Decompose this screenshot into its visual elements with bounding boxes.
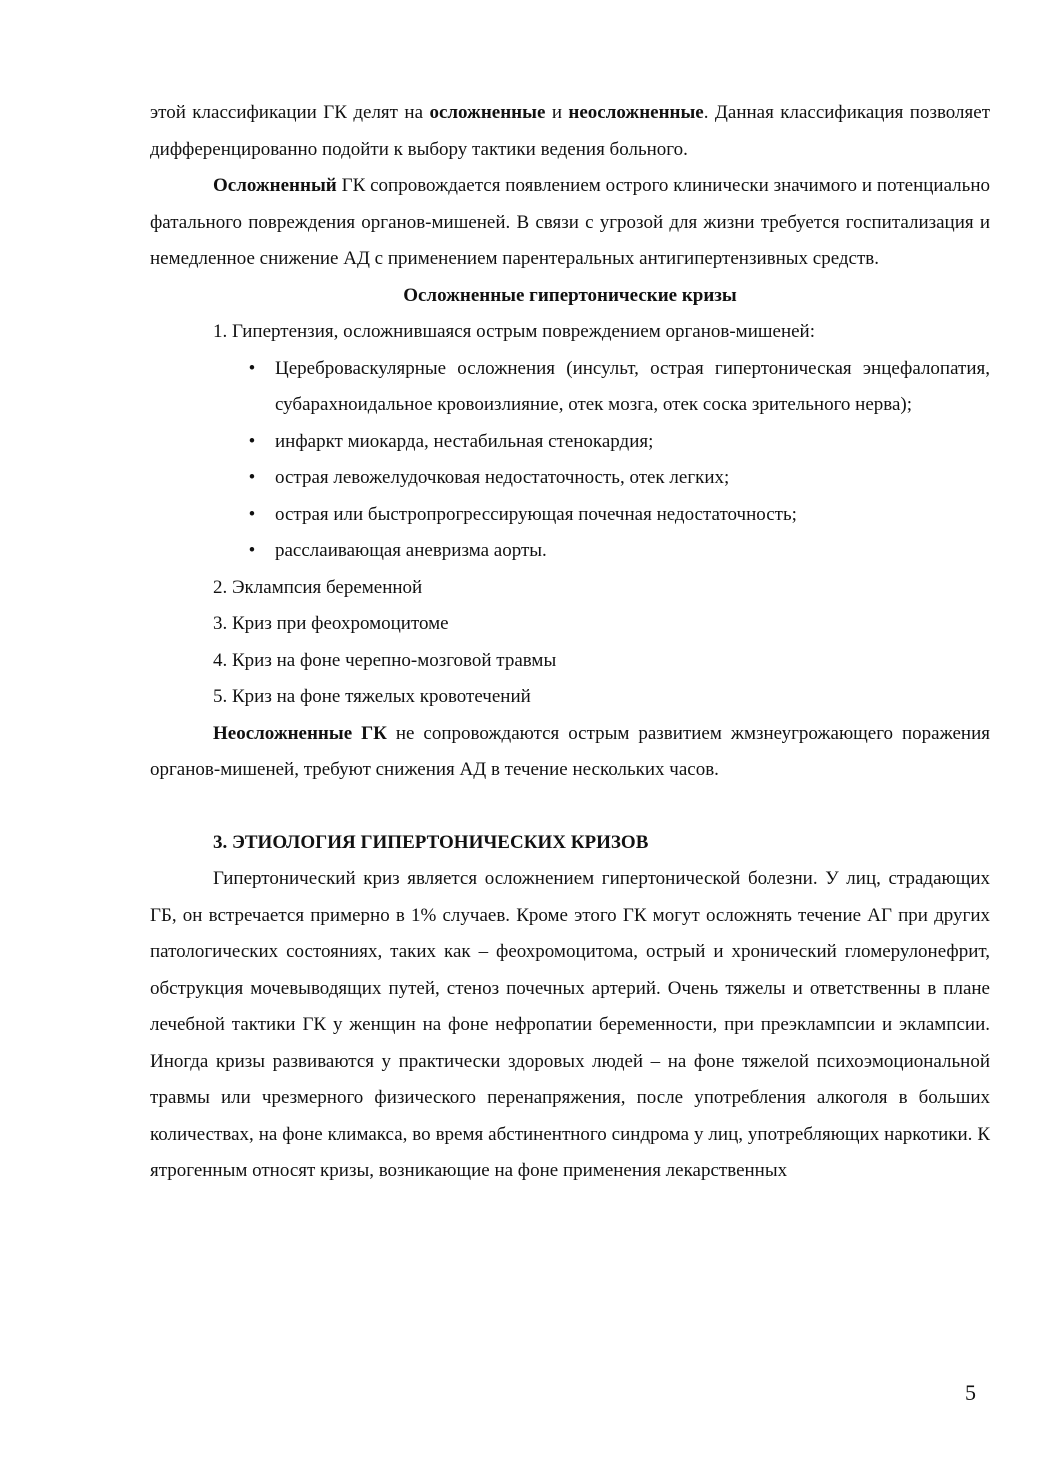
paragraph-text: и xyxy=(545,102,569,123)
bold-term-complicated: осложненные xyxy=(429,102,546,123)
bullet-item xyxy=(248,424,990,461)
paragraph-etiology: Гипертонический криз является осложнением гипертонической болезни. У лиц, страдающих ГБ, он встречается примерно в 1% случаев. Кроме этого ГК могут осложнять течение АГ при других патологических состояниях, таких как – феохромоцитома, острый и хронический гломерулонефрит, обструкция мочевыводящих путей, стеноз почечных артерий. Очень тяжелы и ответственны в плане лечебной тактики ГК у женщин на фоне нефропатии беременности, при преэклампсии и эклампсии. Иногда кризы развиваются у практически здоровых людей – на фоне тяжелой психоэмоциональной травмы или чрезмерного физического перенапряжения, после употребления алкоголя в больших количествах, на фоне климакса, во время абстинентного синдрома у лиц, употребляющих наркотики. К ятрогенным относят кризы, возникающие на фоне применения лекарственных xyxy=(150,868,990,1181)
bold-term-uncomplicated: неосложненные xyxy=(568,102,704,123)
bullet-icon: • xyxy=(248,503,256,525)
list-item-4: 4. Криз на фоне черепно-мозговой травмы xyxy=(213,649,557,671)
subheading-complicated-crises: Осложненные гипертонические кризы xyxy=(403,284,737,306)
bullet-list xyxy=(150,351,990,570)
bullet-text: расслаивающая аневризма аорты. xyxy=(275,540,547,561)
paragraph-text: . Данная классификация позволяет дифференцированно подойти к выбору тактики ведения больного. xyxy=(150,102,991,160)
bullet-item xyxy=(248,351,990,424)
paragraph-text: не сопровождаются острым развитием жмзнеугрожающего поражения органов-мишеней, требуют снижения АД в течение нескольких часов. xyxy=(150,722,990,780)
paragraph-text: этой классификации ГК делят на xyxy=(150,102,430,123)
bullet-icon: • xyxy=(248,540,256,561)
paragraph-complicated xyxy=(150,168,990,278)
bullet-item xyxy=(248,497,990,534)
bullet-icon: • xyxy=(248,357,256,379)
list-item-3: 3. Криз при феохромоцитоме xyxy=(213,613,449,634)
bold-term: Неосложненные ГК xyxy=(213,722,387,744)
bullet-text: Цереброваскулярные осложнения (инсульт, острая гипертоническая энцефалопатия, субарахноидальное кровоизлияние, отек мозга, отек соска зрительного нерва); xyxy=(275,357,990,415)
paragraph-text: ГК сопровождается появлением острого клинически значимого и потенциально фатального повреждения органов-мишеней. В связи с угрозой для жизни требуется госпитализация и немедленное снижение АД с применением парентеральных антигипертензивных средств. xyxy=(150,175,990,269)
bullet-item xyxy=(248,460,990,497)
list-item-5: 5. Криз на фоне тяжелых кровотечений xyxy=(213,686,531,707)
list-item-1: 1. Гипертензия, осложнившаяся острым повреждением органов-мишеней: xyxy=(213,321,815,342)
bullet-text: инфаркт миокарда, нестабильная стенокардия; xyxy=(275,430,654,452)
bullet-text: острая левожелудочковая недостаточность, отек легких; xyxy=(275,467,730,488)
page-content xyxy=(150,95,990,1190)
bullet-icon: • xyxy=(248,467,256,488)
bullet-icon: • xyxy=(248,430,256,452)
paragraph-classification xyxy=(150,95,990,168)
bold-term: Осложненный xyxy=(213,175,337,196)
bullet-text: острая или быстропрогрессирующая почечная недостаточность; xyxy=(275,503,797,525)
section-heading-etiology: 3. ЭТИОЛОГИЯ ГИПЕРТОНИЧЕСКИХ КРИЗОВ xyxy=(213,831,649,853)
list-item-2: 2. Эклампсия беременной xyxy=(213,576,423,598)
page-number: 5 xyxy=(965,1380,976,1405)
paragraph-uncomplicated xyxy=(150,716,990,789)
bullet-item xyxy=(248,533,990,570)
